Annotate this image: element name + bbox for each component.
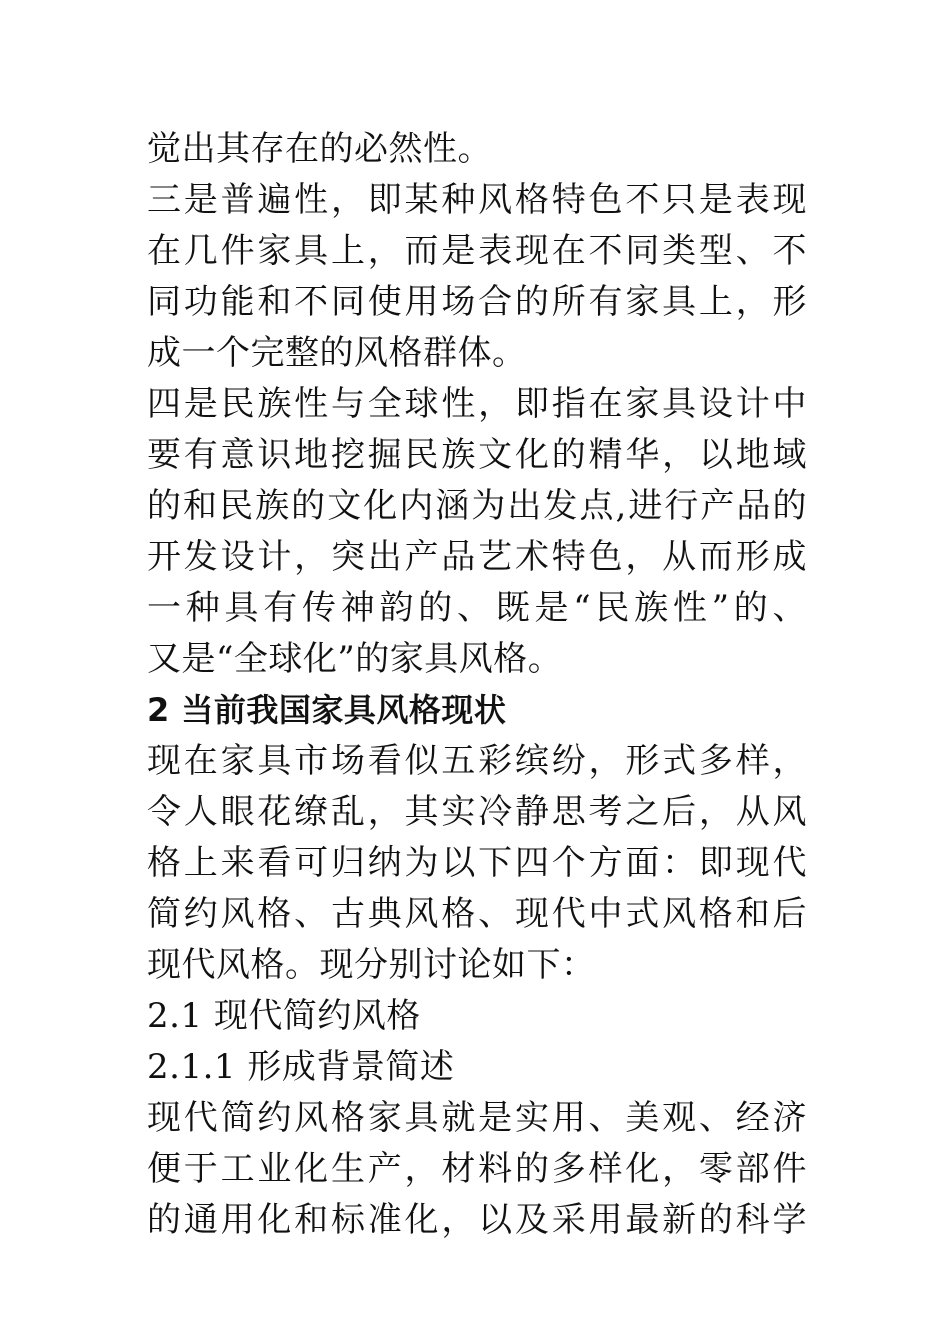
text-line: 三是普遍性，即某种风格特色不只是表现 [147, 180, 807, 220]
subsubsection-heading: 2.1.1 形成背景简述 [147, 1047, 455, 1087]
text-line: 要有意识地挖掘民族文化的精华，以地域 [147, 435, 807, 475]
text-line: 一种具有传神韵的、既是“民族性”的、 [147, 588, 807, 628]
text-line: 现在家具市场看似五彩缤纷，形式多样， [147, 741, 807, 781]
text-line: 开发设计，突出产品艺术特色，从而形成 [147, 537, 807, 577]
text-line: 简约风格、古典风格、现代中式风格和后 [147, 894, 807, 934]
text-line: 令人眼花缭乱，其实冷静思考之后，从风 [147, 792, 807, 832]
text-line: 觉出其存在的必然性。 [147, 129, 492, 169]
text-line: 同功能和不同使用场合的所有家具上，形 [147, 282, 807, 322]
text-line: 四是民族性与全球性，即指在家具设计中 [147, 384, 807, 424]
text-line: 在几件家具上，而是表现在不同类型、不 [147, 231, 807, 271]
text-line: 的和民族的文化内涵为出发点,进行产品的 [147, 486, 807, 526]
section-heading: 2 当前我国家具风格现状 [147, 691, 507, 729]
text-line: 又是“全球化”的家具风格。 [147, 639, 563, 679]
text-line: 成一个完整的风格群体。 [147, 333, 527, 373]
subsection-heading: 2.1 现代简约风格 [147, 996, 421, 1036]
text-line: 现代风格。现分别讨论如下： [147, 945, 596, 985]
document-page [147, 124, 807, 1246]
text-line: 格上来看可归纳为以下四个方面：即现代 [147, 843, 807, 883]
text-line: 的通用化和标准化，以及采用最新的科学 [147, 1200, 807, 1240]
text-line: 便于工业化生产，材料的多样化，零部件 [147, 1149, 807, 1189]
text-line: 现代简约风格家具就是实用、美观、经济 [147, 1098, 807, 1138]
